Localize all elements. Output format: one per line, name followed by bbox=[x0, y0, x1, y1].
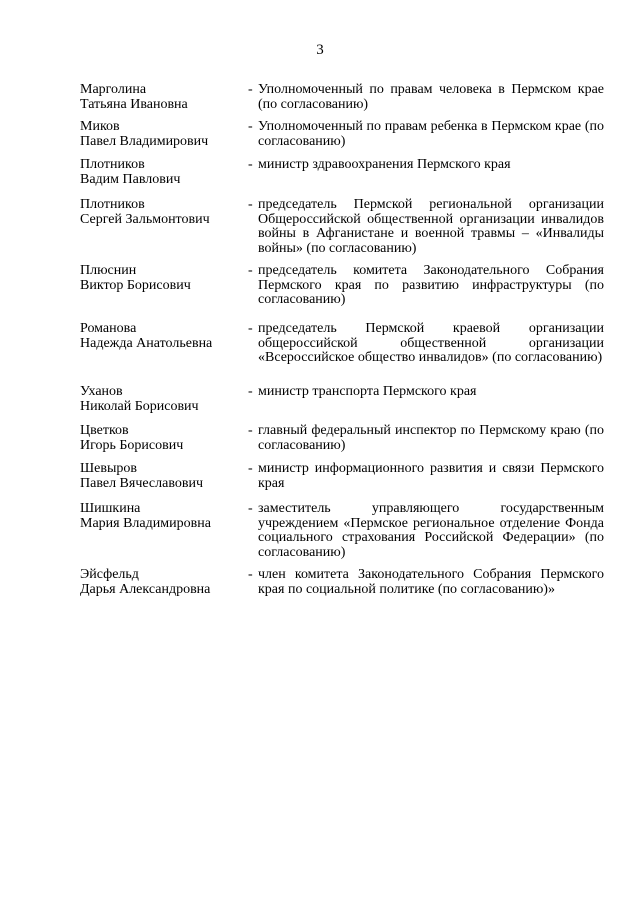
dash-separator: - bbox=[248, 501, 253, 516]
dash-separator: - bbox=[248, 461, 253, 476]
member-name: Уханов Николай Борисович bbox=[80, 384, 199, 414]
member-position: Уполномоченный по правам человека в Пермском крае (по согласованию) bbox=[258, 82, 604, 112]
member-name: Марголина Татьяна Ивановна bbox=[80, 82, 188, 112]
member-position: председатель Пермской краевой организации общероссийской общественной организации «Всероссийское общество инвалидов» (по согласованию) bbox=[258, 321, 604, 366]
dash-separator: - bbox=[248, 82, 253, 97]
member-position: министр здравоохранения Пермского края bbox=[258, 157, 511, 172]
member-name: Шишкина Мария Владимировна bbox=[80, 501, 211, 531]
member-position: член комитета Законодательного Собрания Пермского края по социальной политике (по согласованию)» bbox=[258, 567, 604, 597]
dash-separator: - bbox=[248, 263, 253, 278]
member-position: председатель комитета Законодательного Собрания Пермского края по развитию инфраструктуры (по согласованию) bbox=[258, 263, 604, 308]
member-name: Цветков Игорь Борисович bbox=[80, 423, 184, 453]
member-name: Миков Павел Владимирович bbox=[80, 119, 209, 149]
member-name: Плюснин Виктор Борисович bbox=[80, 263, 191, 293]
member-name: Эйсфельд Дарья Александровна bbox=[80, 567, 211, 597]
member-name: Романова Надежда Анатольевна bbox=[80, 321, 213, 351]
member-name: Плотников Сергей Зальмонтович bbox=[80, 197, 210, 227]
page-number: 3 bbox=[316, 42, 324, 58]
dash-separator: - bbox=[248, 157, 253, 172]
member-position: председатель Пермской региональной организации Общероссийской общественной организации инвалидов войны в Афганистане и военной травмы – «Инвалиды войны» (по согласованию) bbox=[258, 197, 604, 256]
dash-separator: - bbox=[248, 321, 253, 336]
member-position: министр транспорта Пермского края bbox=[258, 384, 477, 399]
member-position: заместитель управляющего государственным учреждением «Пермское региональное отделение Фонда социального страхования Российской Федерации» (по согласованию) bbox=[258, 501, 604, 560]
member-name: Шевыров Павел Вячеславович bbox=[80, 461, 204, 491]
member-position: Уполномоченный по правам ребенка в Пермском крае (по согласованию) bbox=[258, 119, 604, 149]
dash-separator: - bbox=[248, 567, 253, 582]
dash-separator: - bbox=[248, 384, 253, 399]
member-name: Плотников Вадим Павлович bbox=[80, 157, 181, 187]
dash-separator: - bbox=[248, 119, 253, 134]
member-position: министр информационного развития и связи Пермского края bbox=[258, 461, 604, 491]
member-position: главный федеральный инспектор по Пермскому краю (по согласованию) bbox=[258, 423, 604, 453]
dash-separator: - bbox=[248, 197, 253, 212]
dash-separator: - bbox=[248, 423, 253, 438]
